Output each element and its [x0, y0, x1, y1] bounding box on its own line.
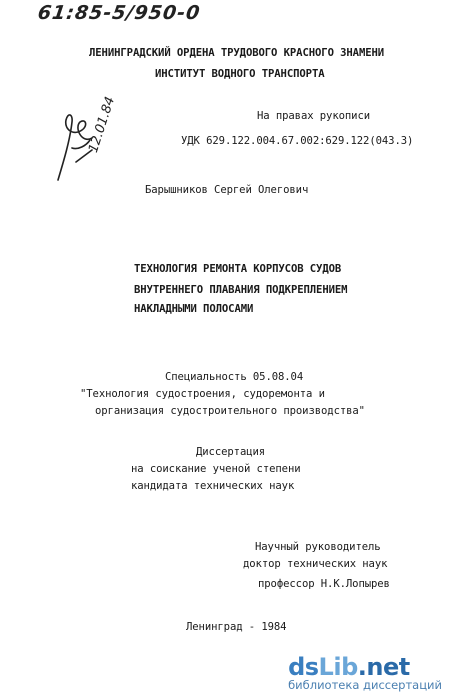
title-line-3: НАКЛАДНЫМИ ПОЛОСАМИ [134, 303, 254, 315]
title-line-2: ВНУТРЕННЕГО ПЛАВАНИЯ ПОДКРЕПЛЕНИЕМ [134, 284, 348, 296]
author-name: Барышников Сергей Олегович [145, 184, 309, 196]
archive-stamp-number: 61:85-5/950-0 [36, 2, 202, 24]
handwritten-date: 12.01.84 [86, 94, 119, 155]
specialty-code: Специальность 05.08.04 [165, 371, 304, 383]
institution-line-2: ИНСТИТУТ ВОДНОГО ТРАНСПОРТА [155, 68, 325, 80]
specialty-name-line-2: организация судостроительного производства" [95, 405, 365, 417]
manuscript-note: На правах рукописи [257, 110, 371, 122]
udk-code: УДК 629.122.004.67.002:629.122(043.3) [181, 135, 414, 147]
degree-line-2: кандидата технических наук [131, 480, 295, 492]
title-line-1: ТЕХНОЛОГИЯ РЕМОНТА КОРПУСОВ СУДОВ [134, 263, 342, 275]
dslib-watermark [288, 655, 442, 692]
supervisor-degree: доктор технических наук [243, 558, 388, 570]
city-year: Ленинград - 1984 [186, 621, 287, 633]
degree-line-1: на соискание ученой степени [131, 463, 301, 475]
supervisor-name: профессор Н.К.Лопырев [258, 578, 390, 590]
dslib-subtitle: библиотека диссертаций [288, 678, 442, 692]
institution-line-1: ЛЕНИНГРАДСКИЙ ОРДЕНА ТРУДОВОГО КРАСНОГО ЗНАМЕНИ [89, 47, 385, 59]
dissertation-label: Диссертация [196, 446, 266, 458]
specialty-name-line-1: "Технология судостроения, судоремонта и [80, 388, 325, 400]
dslib-logo: dsLib.net [288, 653, 410, 681]
supervisor-label: Научный руководитель [255, 541, 381, 553]
